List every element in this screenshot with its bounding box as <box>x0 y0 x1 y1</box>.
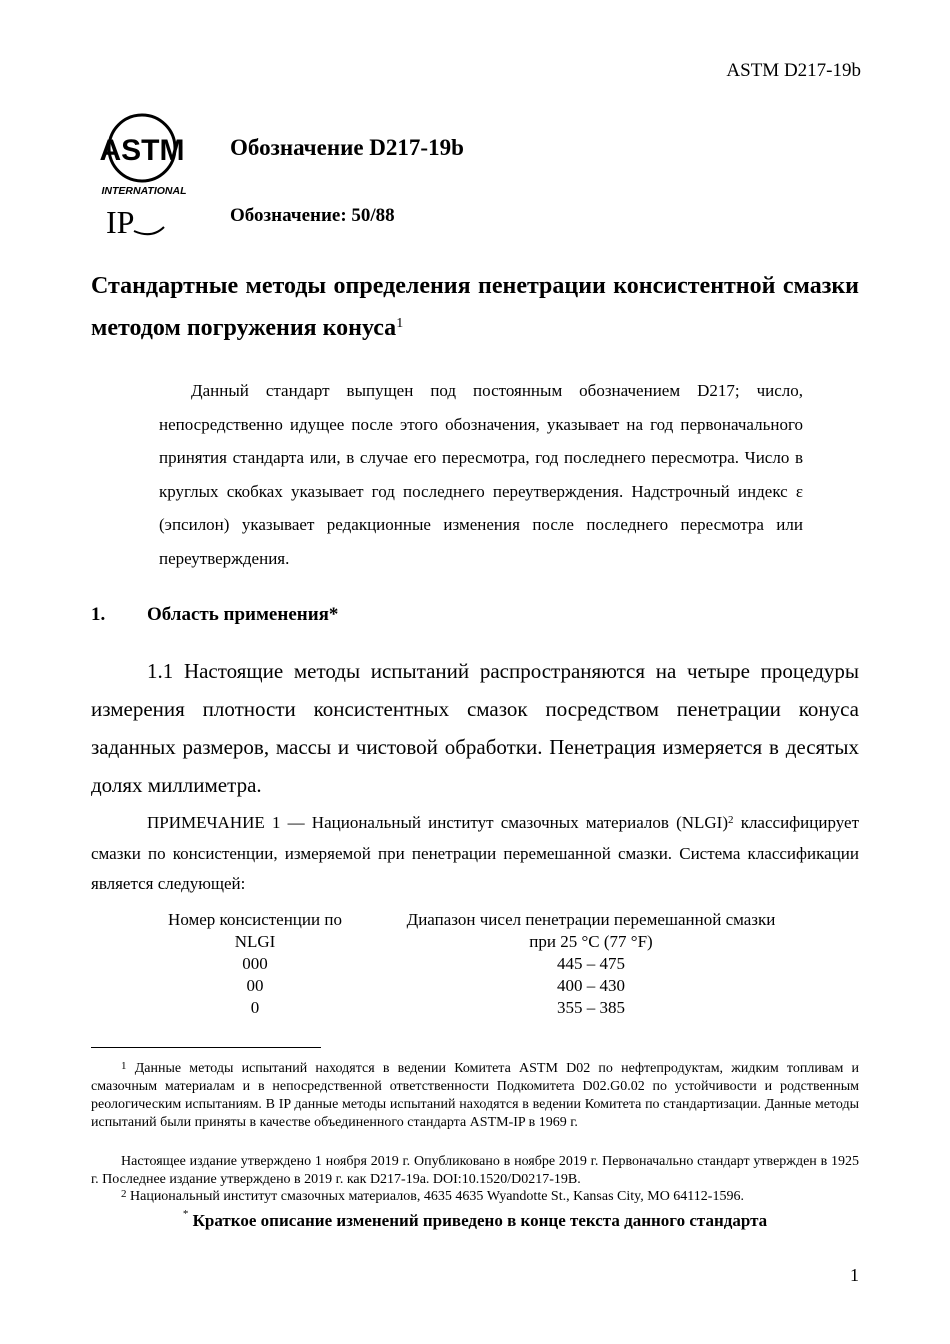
header-range: Диапазон чисел пенетрации перемешанной смазки <box>406 910 776 929</box>
footnote-changes-ref: * <box>182 1208 189 1220</box>
note-text-rest: классифицирует смазки по консистенции, измеряемой при пенетрации перемешанной смазки. Система классификации является следующей: <box>91 813 860 893</box>
grade-cell: 000 <box>242 954 268 973</box>
designation-main: Обозначение D217-19b <box>230 135 464 160</box>
page-number: 1 <box>850 1265 859 1285</box>
grade-cell: 0 <box>250 998 260 1017</box>
section-number: 1. <box>91 604 106 625</box>
grade-cell: 00 <box>246 976 264 995</box>
note-footnote-ref: 2 <box>728 814 734 826</box>
footnote-2 <box>91 1188 859 1206</box>
astm-logo-subtext: INTERNATIONAL <box>101 185 187 197</box>
section-1-heading <box>91 604 338 626</box>
footnote-1-edition: Настоящее издание утверждено 1 ноября 2019 г. Опубликовано в ноябре 2019 г. Первоначально стандарт утвержден в 1925 г. Последнее издание утверждено в 2019 г. как D217-19a. DOI:10.1520/D0217-19B. <box>91 1154 859 1187</box>
title-footnote-ref: 1 <box>396 316 404 331</box>
astm-logo-text: ASTM <box>99 134 185 167</box>
document-title <box>91 265 859 349</box>
range-cell: 445 – 475 <box>557 954 625 973</box>
astm-logo <box>98 112 194 198</box>
footnote-2-ref: 2 <box>121 1188 127 1200</box>
header-grade: Номер консистенции по <box>168 910 342 929</box>
table-row <box>150 953 810 975</box>
range-cell: 400 – 430 <box>557 976 625 995</box>
ip-logo <box>104 203 168 239</box>
header-range-2: при 25 °C (77 °F) <box>529 932 653 951</box>
nlgi-classification-table <box>150 909 810 1019</box>
paragraph-1-1: 1.1 Настоящие методы испытаний распространяются на четыре процедуры измерения плотности консистентных смазок посредством пенетрации конуса заданных размеров, массы и чистовой обработки. Пенетрация измеряется в десятых долях миллиметра. <box>91 659 859 797</box>
footnote-divider <box>91 1047 321 1048</box>
range-cell: 355 – 385 <box>557 998 625 1017</box>
table-row <box>150 997 810 1019</box>
title-text: Стандартные методы определения пенетрации консистентной смазки методом погружения конуса <box>91 273 859 341</box>
table-header-row <box>150 909 810 931</box>
footnote-changes-text: Краткое описание изменений приведено в конце текста данного стандарта <box>192 1211 768 1230</box>
document-code: ASTM D217-19b <box>726 60 861 81</box>
table-header-row <box>150 931 810 953</box>
footnote-1-ref: 1 <box>121 1060 127 1072</box>
ip-logo-text: IP <box>106 204 135 239</box>
note-text: ПРИМЕЧАНИЕ 1 — Национальный институт смазочных материалов (NLGI) <box>147 813 729 832</box>
footnote-changes <box>91 1208 859 1231</box>
note-1 <box>91 808 859 900</box>
header-grade-2: NLGI <box>234 932 276 951</box>
designation-ip: Обозначение: 50/88 <box>230 205 395 226</box>
footnote-2-text: Национальный институт смазочных материалов, 4635 4635 Wyandotte St., Kansas City, MO 64112-1596. <box>130 1189 744 1204</box>
preface-note: Данный стандарт выпущен под постоянным обозначением D217; число, непосредственно идущее после этого обозначения, указывает на год первоначального принятия стандарта или, в случае его пересмотра, год последнего пересмотра. Число в круглых скобках указывает год последнего переутверждения. Надстрочный индекс ε (эпсилон) указывает редакционные изменения после последнего пересмотра или переутверждения. <box>159 381 803 568</box>
section-title: Область применения* <box>147 604 339 625</box>
table-row <box>150 975 810 997</box>
footnote-1 <box>91 1060 859 1132</box>
footnote-1-text: Данные методы испытаний находятся в ведении Комитета ASTM D02 по нефтепродуктам, жидким топливам и смазочным материалам и в непосредственной ответственности Подкомитета D02.G0.02 по устойчивости и родственным реологическим испытаниям. В IP данные методы испытаний находятся в ведении Комитета по стандартизации. Данные методы испытаний были приняты в качестве объединенного стандарта ASTM-IP в 1969 г. <box>91 1061 859 1130</box>
